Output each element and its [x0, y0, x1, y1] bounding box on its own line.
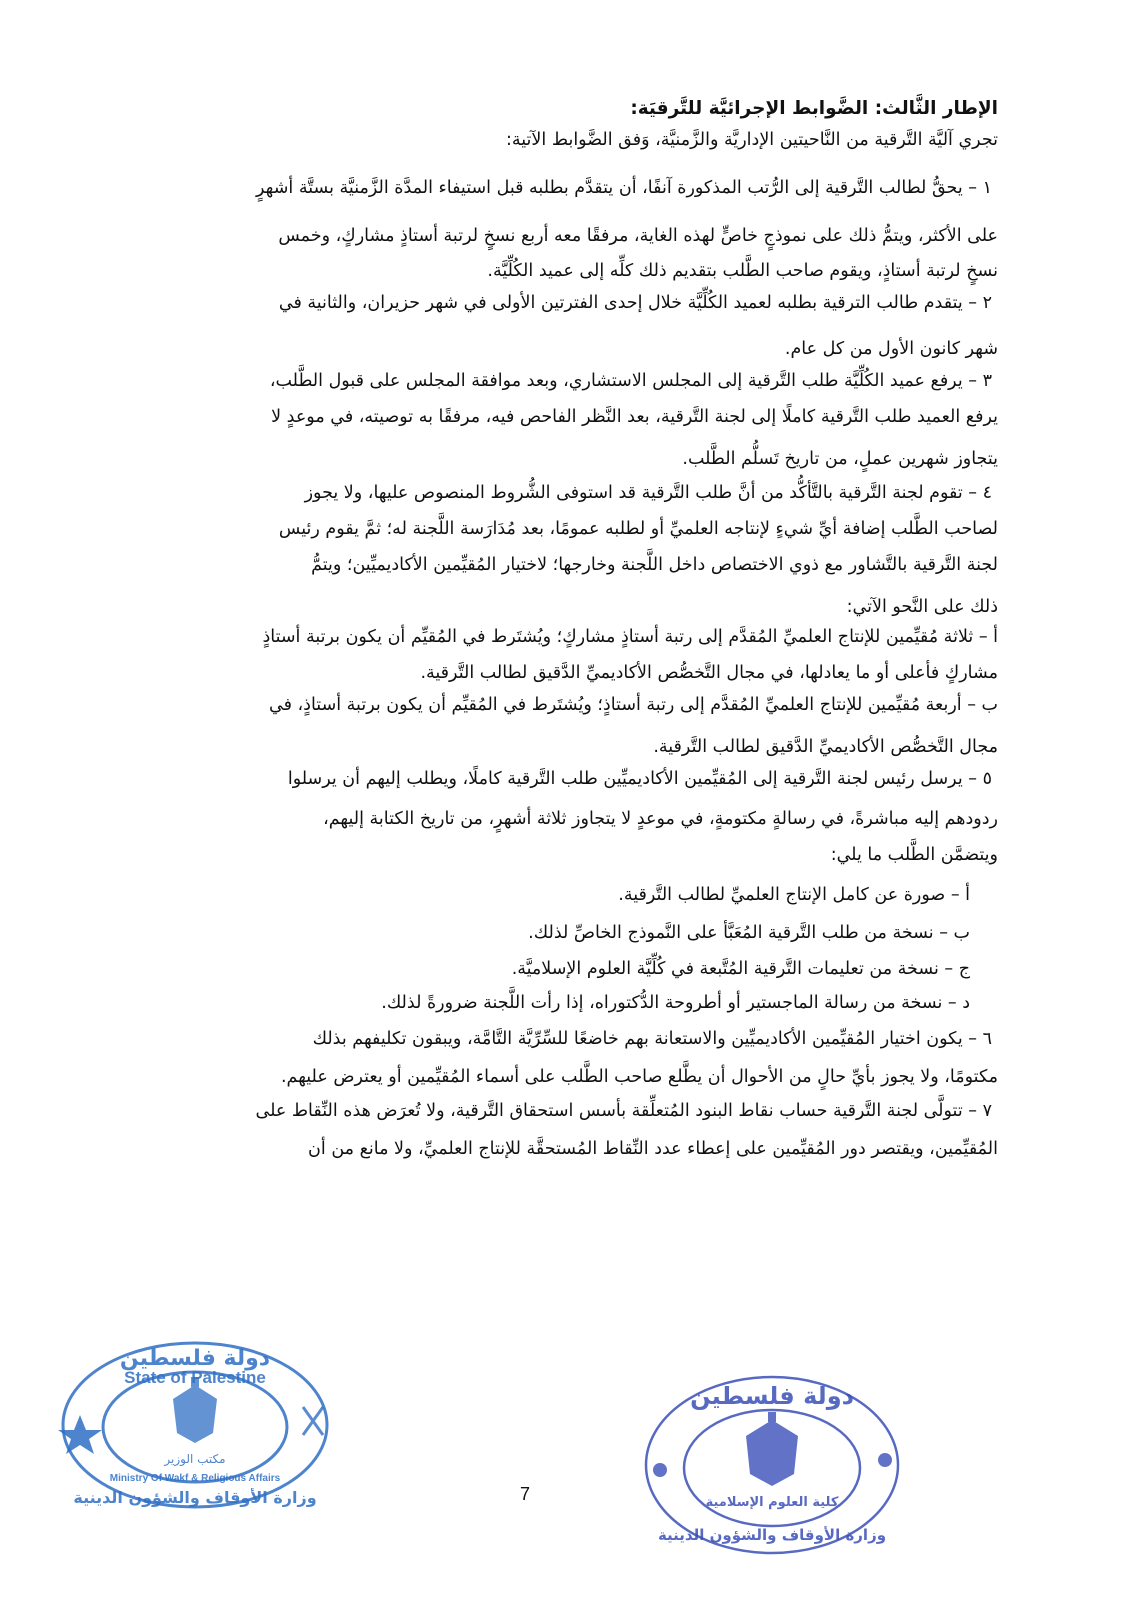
- faculty-stamp: [640, 1370, 905, 1560]
- svg-text:دولة فلسطين: دولة فلسطين: [119, 1346, 271, 1371]
- paragraph-line: ٥ – يرسل رئيس لجنة التَّرقية إلى المُقيِّمين الأكاديميِّين طلب التَّرقية كاملًا، ويطلب إليهم أن يرسلوا: [287, 769, 992, 789]
- paragraph-4: [138, 485, 998, 761]
- rosette-icon: [653, 1463, 667, 1477]
- svg-text:State of Palestine: State of Palestine: [124, 1368, 266, 1387]
- sub-item-c: ج – نسخة من تعليمات التَّرقية المُتَّبعة في كُلِّيَّة العلوم الإسلاميَّة.: [511, 959, 970, 979]
- paragraph-1: [138, 180, 998, 285]
- ministry-stamp: [55, 1335, 335, 1515]
- paragraph-line: المُقيِّمين، ويقتصر دور المُقيِّمين على إعطاء عدد النِّقاط المُستحقَّة للإنتاج العلميِّ، ولا مانع من أن: [308, 1139, 998, 1159]
- paragraph-line: ٣ – يرفع عميد الكُلِّيَّة طلب التَّرقية إلى المجلس الاستشاري، وبعد موافقة المجلس على قبول الطَّلب،: [269, 371, 992, 391]
- document-body: [138, 100, 998, 1163]
- svg-text:وزارة الأوقاف والشؤون الدينية: وزارة الأوقاف والشؤون الدينية: [73, 1488, 317, 1507]
- paragraph-line: شهر كانون الأول من كل عام.: [784, 339, 998, 359]
- paragraph-line: يتجاوز شهرين عملٍ، من تاريخ تَسلُّم الطَّلب.: [682, 449, 998, 469]
- paragraph-line: ذلك على النَّحو الآتي:: [846, 597, 998, 617]
- sub-item-b: [138, 697, 998, 761]
- paragraph-line: لصاحب الطَّلب إضافة أيِّ شيءٍ لإنتاجه العلميِّ أو لطلبه عمومًا، بعد مُدَارَسة اللَّجنة له؛ ثمَّ يقوم رئيس: [278, 519, 998, 539]
- paragraph-line: ٤ – تقوم لجنة التَّرقية بالتَّأكُّد من أنَّ طلب التَّرقية قد استوفى الشُّروط المنصوص عليها، ولا يجوز: [304, 483, 992, 503]
- paragraph-line: نسخٍ لرتبة أستاذٍ، ويقوم صاحب الطَّلب بتقديم ذلك كلِّه إلى عميد الكُلِّيَّة.: [487, 261, 998, 281]
- svg-text:وزارة الأوقاف والشؤون الدينية: وزارة الأوقاف والشؤون الدينية: [657, 1526, 887, 1544]
- svg-text:مكتب الوزير: مكتب الوزير: [164, 1452, 226, 1466]
- paragraph-2: [138, 295, 998, 363]
- sub-item-b: ب – نسخة من طلب التَّرقية المُعَبَّأ على النَّموذج الخاصِّ لذلك.: [528, 923, 970, 943]
- faculty-stamp-seal-icon: [640, 1370, 905, 1560]
- paragraph-3: [138, 373, 998, 473]
- paragraph-line: ٦ – يكون اختيار المُقيِّمين الأكاديميِّين والاستعانة بهم خاضعًا للسِّرِّيَّة التَّامَّة، ويبقون تكليفهم بذلك: [312, 1029, 992, 1049]
- paragraph-line: يرفع العميد طلب التَّرقية كاملًا إلى لجنة التَّرقية، بعد النَّظر الفاحص فيه، مرفقًا به توصيته، في موعدٍ لا: [271, 407, 998, 427]
- paragraph-line: ردودهم إليه مباشرةً، في رسالةٍ مكتومةٍ، في موعدٍ لا يتجاوز ثلاثة أشهرٍ، من تاريخ الكتابة إليهم،: [323, 809, 998, 829]
- section-heading: الإطار الثَّالث: الضَّوابط الإجرائيَّة للتَّرقيَة:: [630, 98, 998, 119]
- sub-item-line: مشاركٍ فأعلى أو ما يعادلها، في مجال التَّخصُّص الأكاديميِّ الدَّقيق لطالب التَّرقية.: [420, 663, 998, 683]
- ministry-stamp-seal-icon: [55, 1335, 335, 1515]
- page-number: 7: [519, 1484, 530, 1504]
- paragraph-line: ويتضمَّن الطَّلب ما يلي:: [830, 845, 998, 865]
- sub-item-line: مجال التَّخصُّص الأكاديميِّ الدَّقيق لطالب التَّرقية.: [653, 737, 998, 757]
- svg-text:Ministry Of Wakf & Religious A: Ministry Of Wakf & Religious Affairs: [109, 1473, 281, 1484]
- sub-item-a: [138, 629, 998, 687]
- sub-item-line: أ – ثلاثة مُقيِّمين للإنتاج العلميِّ المُقدَّم إلى رتبة أستاذٍ مشاركٍ؛ ويُشتَرط في المُقيِّم أن يكون برتبة أستاذٍ: [262, 627, 998, 647]
- paragraph-line: على الأكثر، ويتمُّ ذلك على نموذجٍ خاصٍّ لهذه الغاية، مرفقًا معه أربع نسخٍ لرتبة أستاذٍ مشاركٍ، وخمس: [278, 226, 998, 246]
- paragraph-line: ٢ – يتقدم طالب الترقية بطلبه لعميد الكُلِّيَّة خلال إحدى الفترتين الأولى في شهر حزيران، والثانية في: [278, 293, 992, 313]
- eagle-emblem-icon: [746, 1412, 798, 1486]
- paragraph-line: ٧ – تتولَّى لجنة التَّرقية حساب نقاط البنود المُتعلِّقة بأسس استحقاق التَّرقية، ولا تُعرَض هذه النِّقاط على: [255, 1101, 992, 1121]
- sub-item-a: أ – صورة عن كامل الإنتاج العلميِّ لطالب التَّرقية.: [618, 885, 970, 905]
- paragraph-6: [138, 1031, 998, 1091]
- sub-item-d: د – نسخة من رسالة الماجستير أو أطروحة الدُّكتوراه، إذا رأت اللَّجنة ضرورةً لذلك.: [381, 993, 970, 1013]
- svg-text:دولة فلسطين: دولة فلسطين: [690, 1382, 854, 1410]
- paragraph-line: ١ – يحقُّ لطالب التَّرقية إلى الرُّتب المذكورة آنفًا، أن يتقدَّم بطلبه قبل استيفاء المدَّة الزَّمنيَّة بستَّة أشهرٍ: [256, 178, 992, 198]
- paragraph-line: لجنة التَّرقية بالتَّشاور مع ذوي الاختصاص داخل اللَّجنة وخارجها؛ لاختيار المُقيِّمين الأكاديميِّين؛ ويتمُّ: [311, 555, 998, 575]
- svg-text:كلية العلوم الإسلامية: كلية العلوم الإسلامية: [705, 1495, 839, 1510]
- intro-text: تجري آليَّة التَّرقية من النَّاحيتين الإداريَّة والزَّمنيَّة، وَفق الضَّوابط الآتية:: [506, 130, 998, 150]
- rosette-icon: [878, 1453, 892, 1467]
- sub-item-line: ب – أربعة مُقيِّمين للإنتاج العلميِّ المُقدَّم إلى رتبة أستاذٍ؛ ويُشتَرط في المُقيِّم أن يكون برتبة أستاذٍ، في: [269, 695, 998, 715]
- paragraph-5: [138, 771, 998, 1017]
- paragraph-7: [138, 1103, 998, 1163]
- paragraph-line: مكتومًا، ولا يجوز بأيِّ حالٍ من الأحوال أن يطَّلع صاحب الطَّلب على أسماء المُقيِّمين أو يعترض عليهم.: [280, 1067, 998, 1087]
